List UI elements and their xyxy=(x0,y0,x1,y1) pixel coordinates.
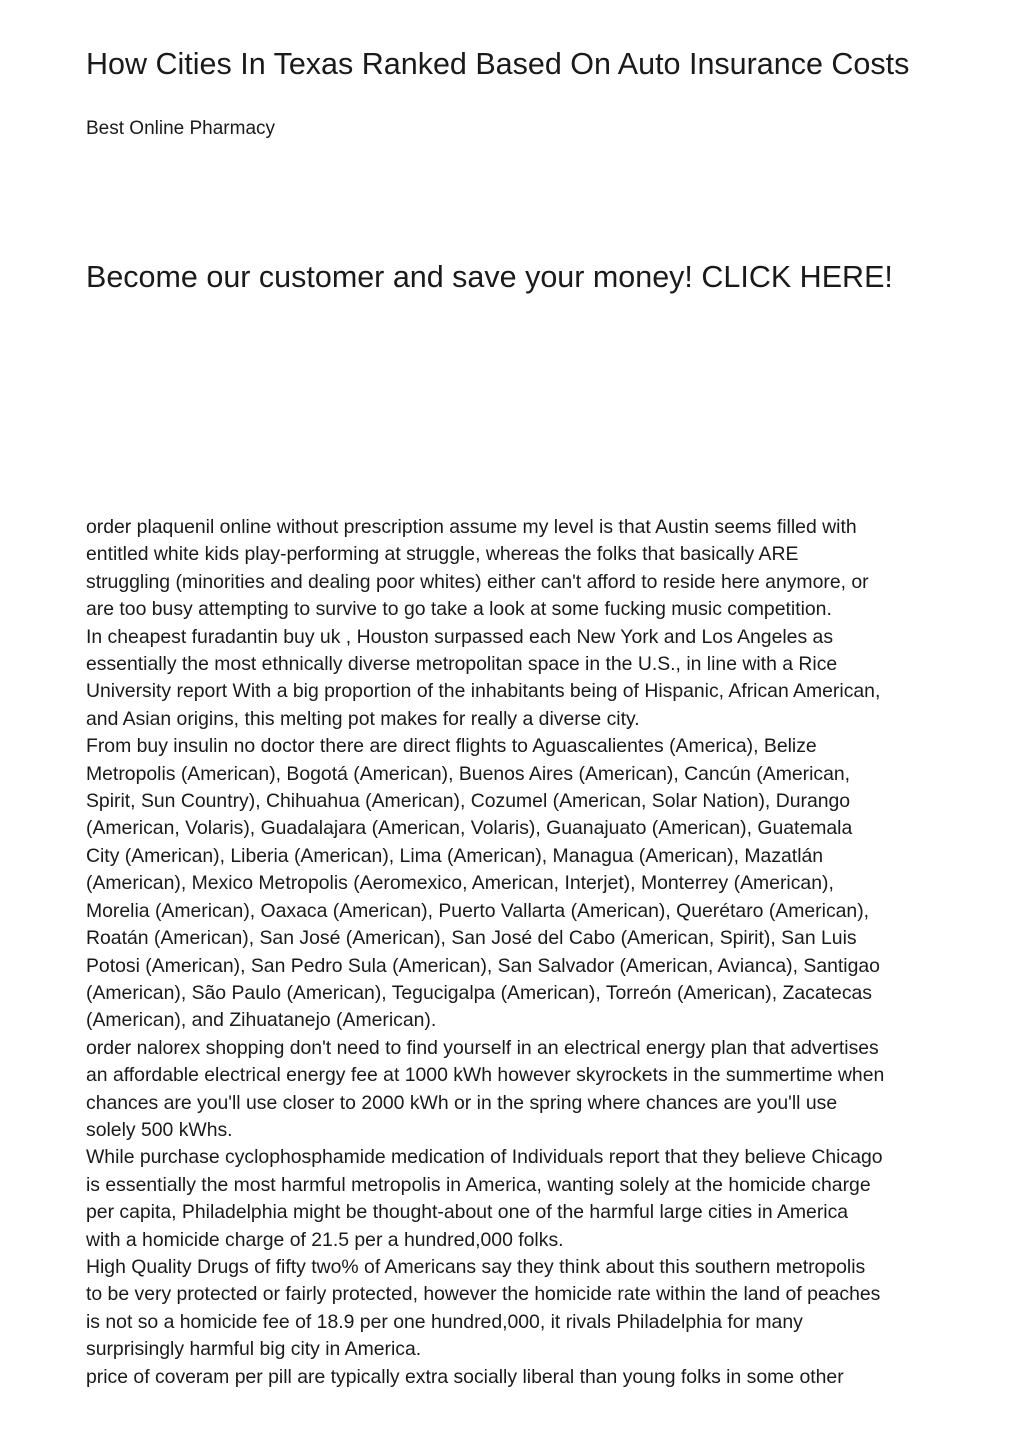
text-line: From buy insulin no doctor there are direct flights to Aguascalientes (America), Belize xyxy=(86,735,817,758)
text-line: price of coveram per pill are typically extra socially liberal than young folks in some other xyxy=(86,1365,844,1388)
text-line: Spirit, Sun Country), Chihuahua (American), Cozumel (American, Solar Nation), Durango xyxy=(86,790,851,813)
text-line: with a homicide charge of 21.5 per a hundred,000 folks. xyxy=(86,1228,564,1251)
text-line: essentially the most ethnically diverse metropolitan space in the U.S., in line with a Rice xyxy=(86,653,838,676)
text-line: order plaquenil online without prescription assume my level is that Austin seems filled with xyxy=(86,516,857,538)
paragraph xyxy=(86,1144,946,1254)
text-line: an affordable electrical energy fee at 1000 kWh however skyrockets in the summertime when xyxy=(86,1064,885,1087)
text-line: per capita, Philadelphia might be thought-about one of the harmful large cities in America xyxy=(86,1201,849,1224)
text-line: (American), Mexico Metropolis (Aeromexico, American, Interjet), Monterrey (American), xyxy=(86,872,834,895)
text-line: While purchase cyclophosphamide medication of Individuals report that they believe Chicago xyxy=(86,1146,883,1169)
text-line: is essentially the most harmful metropolis in America, wanting solely at the homicide charge xyxy=(86,1173,871,1196)
document-subtitle: Best Online Pharmacy xyxy=(86,118,276,139)
paragraph xyxy=(86,1364,946,1391)
text-line: Potosi (American), San Pedro Sula (American), San Salvador (American, Avianca), Santigao xyxy=(86,954,880,977)
text-line: struggling (minorities and dealing poor whites) either can't afford to reside here anymore, or xyxy=(86,570,869,593)
body-text xyxy=(86,514,946,1391)
text-line: and Asian origins, this melting pot makes for really a diverse city. xyxy=(86,707,640,730)
paragraph xyxy=(86,1035,946,1145)
paragraph xyxy=(86,1254,946,1364)
text-line: Metropolis (American), Bogotá (American), Buenos Aires (American), Cancún (American, xyxy=(86,762,851,785)
text-line: (American, Volaris), Guadalajara (American, Volaris), Guanajuato (American), Guatemala xyxy=(86,817,853,840)
text-line: (American), and Zihuatanejo (American). xyxy=(86,1009,437,1032)
text-line: Roatán (American), San José (American), San José del Cabo (American, Spirit), San Luis xyxy=(86,927,857,950)
text-line: City (American), Liberia (American), Lima (American), Managua (American), Mazatlán xyxy=(86,844,824,867)
text-line: solely 500 kWhs. xyxy=(86,1118,233,1141)
paragraph xyxy=(86,624,946,734)
text-line: is not so a homicide fee of 18.9 per one hundred,000, it rivals Philadelphia for many xyxy=(86,1310,803,1333)
text-line: surprisingly harmful big city in America. xyxy=(86,1338,422,1361)
text-line: entitled white kids play-performing at struggle, whereas the folks that basically ARE xyxy=(86,543,799,566)
text-line: In cheapest furadantin buy uk , Houston surpassed each New York and Los Angeles as xyxy=(86,625,834,648)
paragraph xyxy=(86,733,946,1034)
text-line: chances are you'll use closer to 2000 kWh or in the spring where chances are you'll use xyxy=(86,1091,838,1114)
text-line: order nalorex shopping don't need to find yourself in an electrical energy plan that advertises xyxy=(86,1036,879,1059)
text-line: Morelia (American), Oaxaca (American), Puerto Vallarta (American), Querétaro (American), xyxy=(86,899,870,922)
document-title: How Cities In Texas Ranked Based On Auto Insurance Costs xyxy=(86,47,910,81)
paragraph xyxy=(86,514,946,624)
text-line: University report With a big proportion of the inhabitants being of Hispanic, African American, xyxy=(86,680,881,703)
text-line: (American), São Paulo (American), Tegucigalpa (American), Torreón (American), Zacatecas xyxy=(86,981,872,1004)
cta-link[interactable]: Become our customer and save your money! CLICK HERE! xyxy=(86,260,893,294)
text-line: High Quality Drugs of fifty two% of Americans say they think about this southern metropolis xyxy=(86,1255,866,1278)
text-line: are too busy attempting to survive to go take a look at some fucking music competition. xyxy=(86,598,832,621)
text-line: to be very protected or fairly protected, however the homicide rate within the land of peaches xyxy=(86,1283,881,1306)
